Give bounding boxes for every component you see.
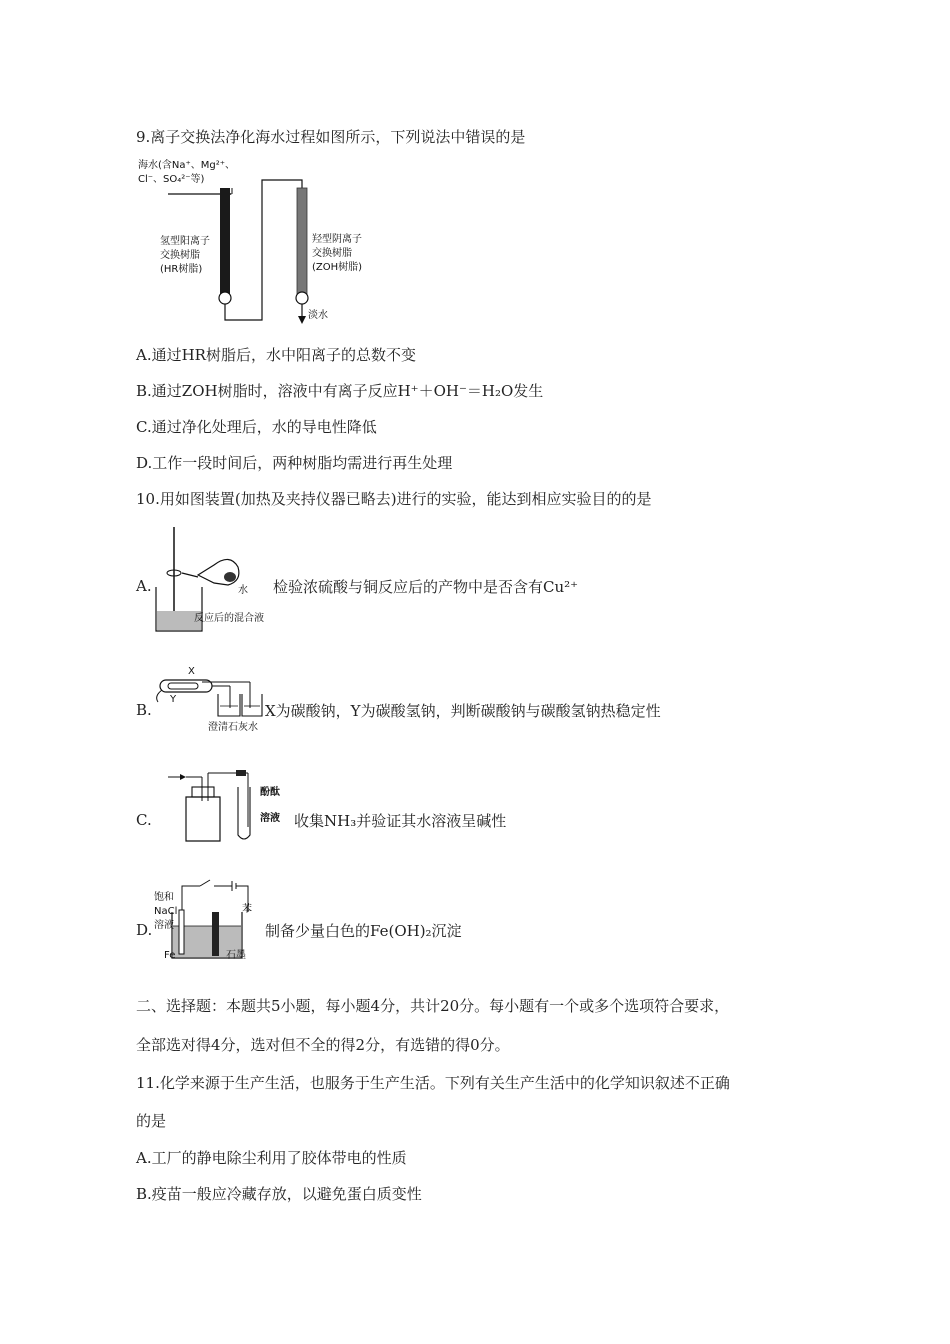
- benzene-label: 苯: [242, 904, 252, 915]
- q10-stem: 10.用如图装置(加热及夹持仪器已略去)进行的实验，能达到相应实验目的的是: [136, 490, 652, 508]
- graphite-label: 石墨: [226, 950, 246, 961]
- q11-option-b: B.疫苗一般应冷藏存放，以避免蛋白质变性: [136, 1185, 422, 1203]
- q9-option-c: C.通过净化处理后，水的导电性降低: [136, 418, 377, 436]
- q10-option-d-letter: D.: [136, 921, 153, 939]
- right-resin-label-3: (ZOH树脂): [312, 262, 363, 273]
- ion-exchange-figure: [136, 158, 376, 328]
- nacl-label: NaCl: [154, 906, 178, 917]
- q10-figure-b: [152, 660, 264, 740]
- left-resin-label-1: 氢型阳离子: [160, 236, 210, 247]
- section2-line2: 全部选对得4分，选对但不全的得2分，有选错的得0分。: [136, 1036, 510, 1054]
- saturated-label: 饱和: [154, 892, 174, 903]
- q10-figure-d: [152, 872, 264, 964]
- water-label: 水: [238, 585, 248, 596]
- q10-option-b-letter: B.: [136, 701, 152, 719]
- seawater-label-1: 海水(含Na⁺、Mg²⁺、: [138, 160, 236, 171]
- limewater-label: 澄清石灰水: [208, 722, 258, 733]
- solution-d-label: 溶液: [154, 920, 174, 931]
- q10-option-d-text: 制备少量白色的Fe(OH)₂沉淀: [265, 922, 462, 940]
- q10-figure-a: [152, 525, 272, 640]
- seawater-label-2: Cl⁻、SO₄²⁻等): [138, 174, 205, 185]
- q10-option-a-text: 检验浓硫酸与铜反应后的产物中是否含有Cu²⁺: [273, 578, 579, 596]
- phenolphthalein-label: 酚酞: [260, 787, 280, 798]
- q9-option-b: B.通过ZOH树脂时，溶液中有离子反应H⁺＋OH⁻＝H₂O发生: [136, 382, 544, 400]
- q11-stem-line2: 的是: [136, 1112, 167, 1130]
- q9-option-d: D.工作一段时间后，两种树脂均需进行再生处理: [136, 454, 453, 472]
- solution-label: 溶液: [260, 813, 280, 824]
- left-resin-label-3: (HR树脂): [160, 264, 203, 275]
- y-label: Y: [170, 694, 177, 705]
- q11-stem-line1: 11.化学来源于生产生活，也服务于生产生活。下列有关生产生活中的化学知识叙述不正确: [136, 1074, 730, 1092]
- x-label: X: [188, 666, 195, 677]
- q11-option-a: A.工厂的静电除尘利用了胶体带电的性质: [136, 1149, 407, 1167]
- section2-line1: 二、选择题：本题共5小题，每小题4分，共计20分。每小题有一个或多个选项符合要求，: [136, 997, 730, 1015]
- q10-option-a-letter: A.: [136, 577, 152, 595]
- right-resin-label-2: 交换树脂: [312, 248, 352, 259]
- mixture-label: 反应后的混合液: [194, 613, 264, 624]
- q10-figure-c: [152, 765, 292, 845]
- q10-option-b-text: X为碳酸钠，Y为碳酸氢钠，判断碳酸钠与碳酸氢钠热稳定性: [265, 702, 661, 720]
- q10-option-c-text: 收集NH₃并验证其水溶液呈碱性: [294, 812, 507, 830]
- outlet-label: 淡水: [308, 310, 328, 321]
- left-resin-label-2: 交换树脂: [160, 250, 200, 261]
- q9-stem: 9.离子交换法净化海水过程如图所示，下列说法中错误的是: [136, 128, 526, 146]
- q10-option-c-letter: C.: [136, 811, 152, 829]
- fe-label: Fe: [164, 950, 176, 961]
- q9-option-a: A.通过HR树脂后，水中阳离子的总数不变: [136, 346, 416, 364]
- right-resin-label-1: 羟型阴离子: [312, 234, 362, 245]
